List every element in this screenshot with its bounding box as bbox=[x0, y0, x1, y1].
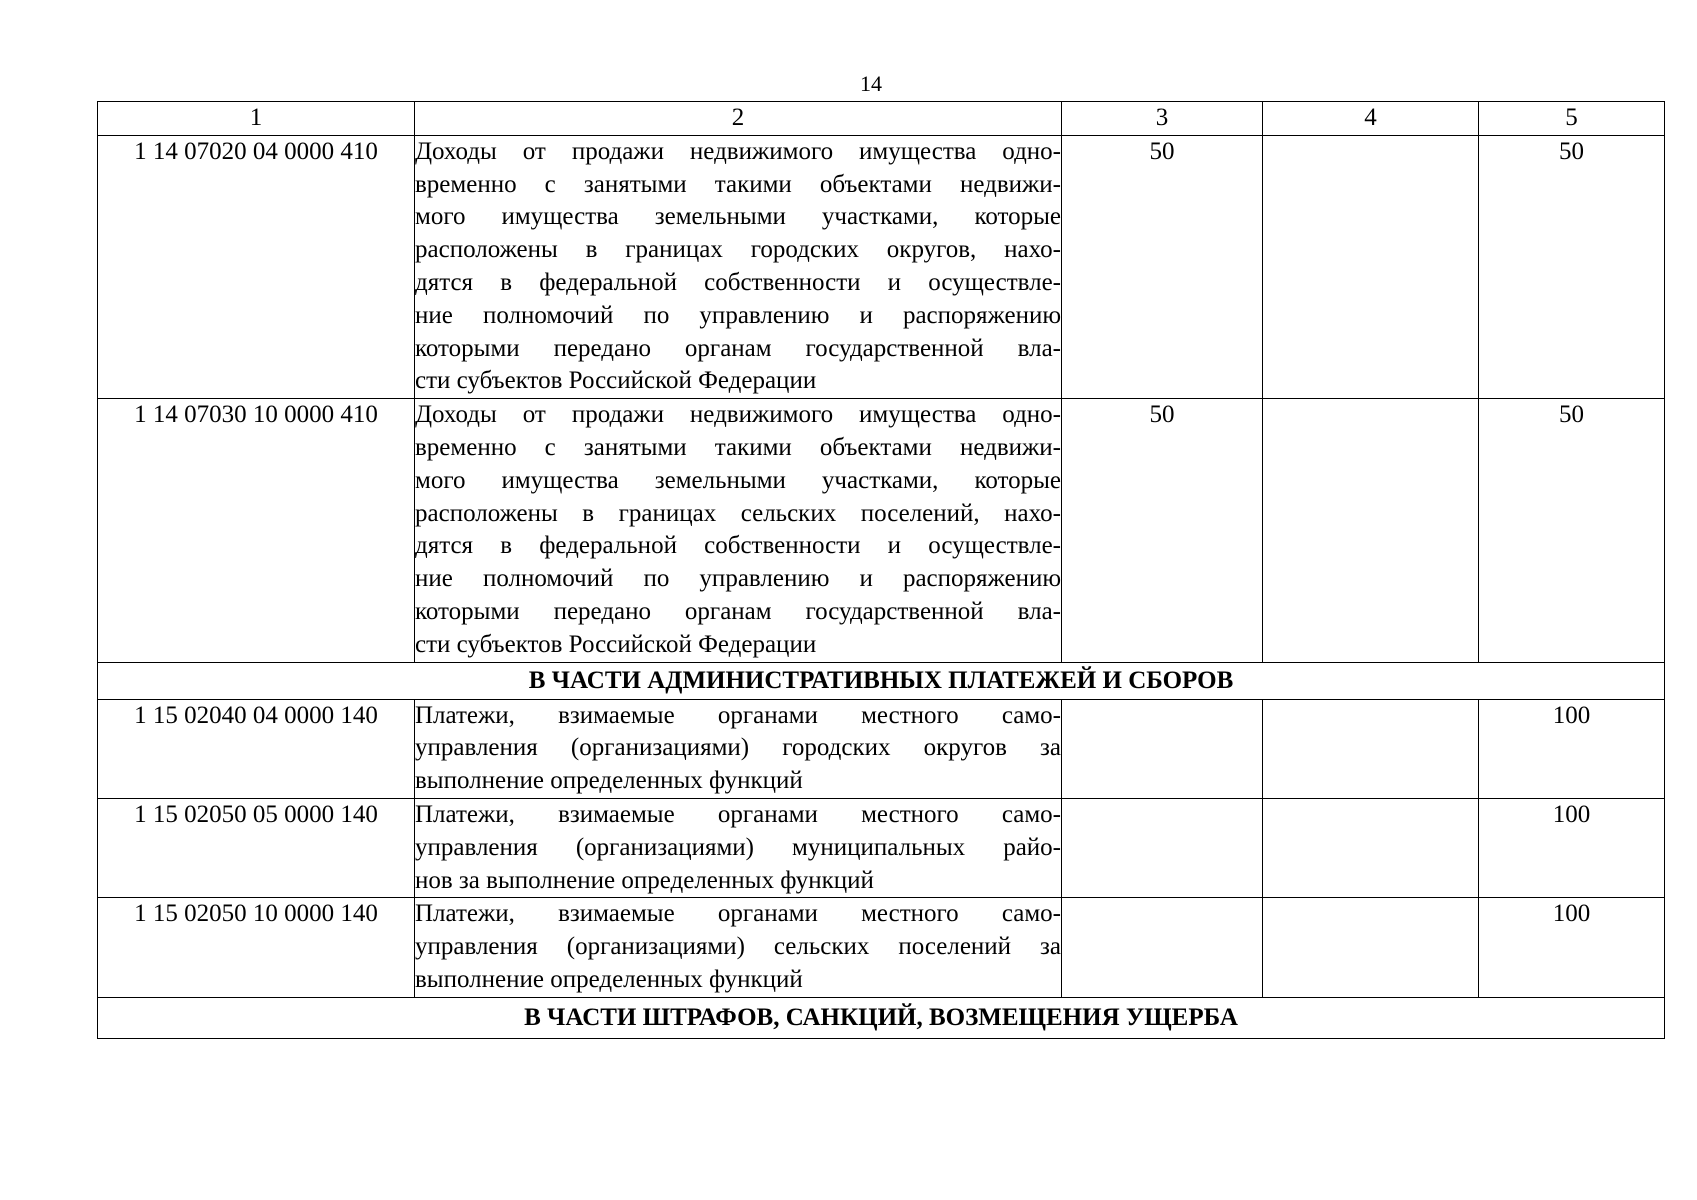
value-cell-col5: 100 bbox=[1479, 898, 1665, 997]
table-row bbox=[98, 798, 1665, 897]
revenue-table bbox=[97, 101, 1665, 1039]
value-cell-col4 bbox=[1263, 798, 1479, 897]
section-title: В ЧАСТИ АДМИНИСТРАТИВНЫХ ПЛАТЕЖЕЙ И СБОРОВ bbox=[98, 662, 1665, 699]
description-cell bbox=[415, 399, 1062, 662]
table-row bbox=[98, 699, 1665, 798]
value-cell-col3 bbox=[1062, 699, 1263, 798]
column-number-4: 4 bbox=[1263, 102, 1479, 136]
description-line: мого имущества земельными участками, которые bbox=[415, 203, 1061, 231]
section-title: В ЧАСТИ ШТРАФОВ, САНКЦИЙ, ВОЗМЕЩЕНИЯ УЩЕРБА bbox=[98, 997, 1665, 1038]
description-line: мого имущества земельными участками, которые bbox=[415, 466, 1061, 494]
value-cell-col5: 100 bbox=[1479, 798, 1665, 897]
description-cell bbox=[415, 798, 1062, 897]
table-row bbox=[98, 135, 1665, 398]
description-line: временно с занятыми такими объектами недвижи- bbox=[415, 433, 1061, 461]
budget-code-cell: 1 15 02040 04 0000 140 bbox=[98, 699, 415, 798]
value-cell-col3: 50 bbox=[1062, 399, 1263, 662]
description-line: сти субъектов Российской Федерации bbox=[415, 367, 817, 395]
description-line: Платежи, взимаемые органами местного само- bbox=[415, 800, 1061, 828]
page-number: 14 bbox=[860, 71, 882, 96]
description-line: управления (организациями) муниципальных райо- bbox=[415, 833, 1061, 861]
description-line: выполнение определенных функций bbox=[415, 767, 803, 795]
description-line: сти субъектов Российской Федерации bbox=[415, 630, 817, 658]
description-line: временно с занятыми такими объектами недвижи- bbox=[415, 170, 1061, 198]
value-cell-col3 bbox=[1062, 898, 1263, 997]
column-number-2: 2 bbox=[415, 102, 1062, 136]
budget-code-cell: 1 15 02050 10 0000 140 bbox=[98, 898, 415, 997]
description-line: Платежи, взимаемые органами местного само- bbox=[415, 900, 1061, 928]
description-line: которыми передано органам государственной вла- bbox=[415, 597, 1061, 625]
column-number-5: 5 bbox=[1479, 102, 1665, 136]
description-cell bbox=[415, 699, 1062, 798]
value-cell-col4 bbox=[1263, 399, 1479, 662]
value-cell-col3: 50 bbox=[1062, 135, 1263, 398]
description-line: дятся в федеральной собственности и осуществле- bbox=[415, 268, 1061, 296]
value-cell-col5: 100 bbox=[1479, 699, 1665, 798]
budget-code-cell: 1 14 07020 04 0000 410 bbox=[98, 135, 415, 398]
section-header-row bbox=[98, 662, 1665, 699]
budget-code-cell: 1 14 07030 10 0000 410 bbox=[98, 399, 415, 662]
description-line: управления (организациями) сельских поселений за bbox=[415, 933, 1061, 961]
value-cell-col3 bbox=[1062, 798, 1263, 897]
table-row bbox=[98, 399, 1665, 662]
description-line: расположены в границах сельских поселений, нахо- bbox=[415, 499, 1061, 527]
section-header-row bbox=[98, 997, 1665, 1038]
value-cell-col4 bbox=[1263, 699, 1479, 798]
budget-code-cell: 1 15 02050 05 0000 140 bbox=[98, 798, 415, 897]
description-line: ние полномочий по управлению и распоряжению bbox=[415, 565, 1061, 593]
table-row bbox=[98, 898, 1665, 997]
description-line: нов за выполнение определенных функций bbox=[415, 866, 874, 894]
value-cell-col4 bbox=[1263, 135, 1479, 398]
value-cell-col5: 50 bbox=[1479, 135, 1665, 398]
description-line: управления (организациями) городских округов за bbox=[415, 734, 1061, 762]
value-cell-col4 bbox=[1263, 898, 1479, 997]
description-line: Доходы от продажи недвижимого имущества одно- bbox=[415, 401, 1061, 429]
description-line: расположены в границах городских округов, нахо- bbox=[415, 236, 1061, 264]
column-number-1: 1 bbox=[98, 102, 415, 136]
column-number-row bbox=[98, 102, 1665, 136]
description-line: ние полномочий по управлению и распоряжению bbox=[415, 301, 1061, 329]
description-cell bbox=[415, 898, 1062, 997]
description-line: Доходы от продажи недвижимого имущества одно- bbox=[415, 137, 1061, 165]
description-line: Платежи, взимаемые органами местного само- bbox=[415, 701, 1061, 729]
column-number-3: 3 bbox=[1062, 102, 1263, 136]
value-cell-col5: 50 bbox=[1479, 399, 1665, 662]
description-line: которыми передано органам государственной вла- bbox=[415, 334, 1061, 362]
description-line: выполнение определенных функций bbox=[415, 965, 803, 993]
description-cell bbox=[415, 135, 1062, 398]
description-line: дятся в федеральной собственности и осуществле- bbox=[415, 532, 1061, 560]
